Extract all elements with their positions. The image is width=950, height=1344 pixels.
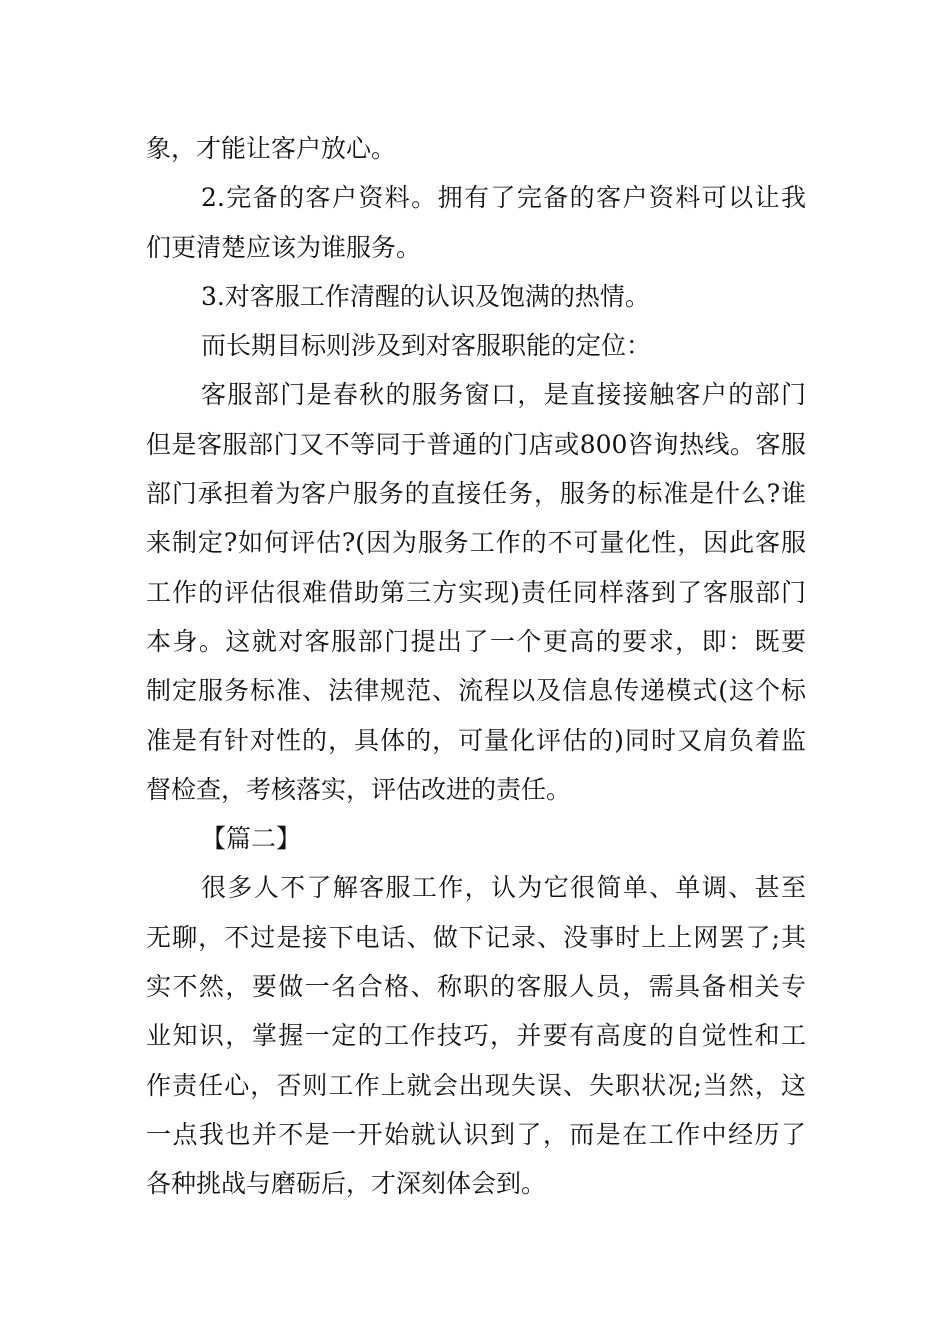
text-line: 工作的评估很难借助第三方实现)责任同样落到了客服部门: [146, 577, 806, 607]
text-line: 准是有针对性的，具体的，可量化评估的)同时又肩负着监: [146, 725, 806, 755]
text-line: 很多人不了解客服工作，认为它很简单、单调、甚至: [201, 873, 806, 903]
text-line: 制定服务标准、法律规范、流程以及信息传递模式(这个标: [146, 676, 806, 706]
text-line: 客服部门是春秋的服务窗口，是直接接触客户的部门: [201, 380, 806, 410]
text-line: 来制定?如何评估?(因为服务工作的不可量化性，因此客服: [146, 528, 806, 558]
text-line: 实不然，要做一名合格、称职的客服人员，需具备相关专: [146, 972, 806, 1002]
text-line: 一点我也并不是一开始就认识到了，而是在工作中经历了: [146, 1119, 806, 1149]
section-heading: 【篇二】: [201, 824, 302, 854]
text-line: 业知识，掌握一定的工作技巧，并要有高度的自觉性和工: [146, 1021, 806, 1051]
text-line: 各种挑战与磨砺后，才深刻体会到。: [146, 1169, 547, 1199]
text-line: 作责任心，否则工作上就会出现失误、失职状况;当然，这: [146, 1070, 806, 1100]
text-line: 们更清楚应该为谁服务。: [146, 232, 422, 262]
document-body: [146, 124, 806, 1209]
text-line: 本身。这就对客服部门提出了一个更高的要求，即：既要: [146, 626, 806, 656]
text-line: 象，才能让客户放心。: [146, 134, 397, 163]
text-line: 无聊，不过是接下电话、做下记录、没事时上上网罢了;其: [146, 922, 806, 952]
text-line: 而长期目标则涉及到对客服职能的定位：: [201, 331, 652, 361]
text-line: 但是客服部门又不等同于普通的门店或800咨询热线。客服: [146, 429, 806, 459]
text-line: 督检查，考核落实，评估改进的责任。: [146, 774, 572, 804]
text-line: 3.对客服工作清醒的认识及饱满的热情。: [201, 281, 650, 311]
text-line: 2.完备的客户资料。拥有了完备的客户资料可以让我: [201, 183, 806, 213]
text-line: 部门承担着为客户服务的直接任务，服务的标准是什么?谁: [146, 479, 806, 509]
